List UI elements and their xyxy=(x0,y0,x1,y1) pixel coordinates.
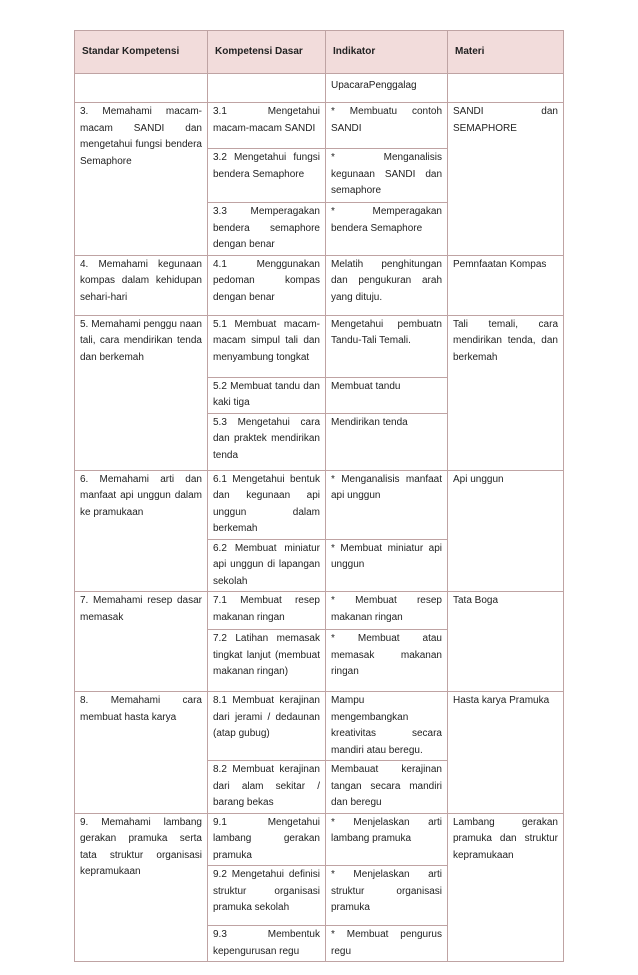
cell-sk: 3. Memahami macam-macam SANDI dan mengetahui fungsi bendera Semaphore xyxy=(75,103,208,256)
cell-kd: 3.1 Mengetahui macam-macam SANDI xyxy=(208,103,326,149)
cell-indikator: * Memperagakan bendera Semaphore xyxy=(326,203,448,256)
cell-materi: Hasta karya Pramuka xyxy=(448,692,564,814)
table-row xyxy=(75,813,564,866)
cell-sk: 6. Memahami arti dan manfaat api unggun dalam ke pramukaan xyxy=(75,470,208,592)
cell-kd: 6.1 Mengetahui bentuk dan kegunaan api unggun dalam berkemah xyxy=(208,470,326,539)
cell-indikator: * Menjelaskan arti struktur organisasi pramuka xyxy=(326,866,448,926)
cell-kd: 9.3 Membentuk kepengurusan regu xyxy=(208,926,326,962)
cell-materi xyxy=(448,74,564,103)
cell-indikator: * Menjelaskan arti lambang pramuka xyxy=(326,813,448,866)
cell-materi: Lambang gerakan pramuka dan struktur kepramukaan xyxy=(448,813,564,962)
cell-indikator: * Membuat resep makanan ringan xyxy=(326,592,448,630)
cell-kd: 9.2 Mengetahui definisi struktur organisasi pramuka sekolah xyxy=(208,866,326,926)
cell-kd: 7.2 Latihan memasak tingkat lanjut (membuat makanan ringan) xyxy=(208,630,326,692)
table-row xyxy=(75,592,564,630)
table-row xyxy=(75,74,564,103)
cell-indikator: * Membuat miniatur api unggun xyxy=(326,539,448,592)
header-kompetensi-dasar: Kompetensi Dasar xyxy=(208,31,326,74)
cell-indikator: * Membuat pengurus regu xyxy=(326,926,448,962)
table-row xyxy=(75,315,564,377)
cell-indikator: Membuat tandu xyxy=(326,377,448,413)
cell-indikator: * Membuat atau memasak makanan ringan xyxy=(326,630,448,692)
cell-kd: 5.2 Membuat tandu dan kaki tiga xyxy=(208,377,326,413)
cell-indikator: Mendirikan tenda xyxy=(326,413,448,470)
cell-indikator: Mampu mengembangkan kreativitas secara mandiri atau beregu. xyxy=(326,692,448,761)
cell-materi: Tali temali, cara mendirikan tenda, dan berkemah xyxy=(448,315,564,470)
cell-kd: 8.2 Membuat kerajinan dari alam sekitar / barang bekas xyxy=(208,761,326,814)
cell-sk: 4. Memahami kegunaan kompas dalam kehidupan sehari-hari xyxy=(75,255,208,315)
cell-kd: 5.3 Mengetahui cara dan praktek mendirikan tenda xyxy=(208,413,326,470)
cell-sk: 5. Memahami penggu naan tali, cara mendirikan tenda dan berkemah xyxy=(75,315,208,470)
table-header-row xyxy=(75,31,564,74)
cell-sk: 8. Memahami cara membuat hasta karya xyxy=(75,692,208,814)
cell-indikator: * Membuatu contoh SANDI xyxy=(326,103,448,149)
cell-kd: 9.1 Mengetahui lambang gerakan pramuka xyxy=(208,813,326,866)
cell-indikator: UpacaraPenggalag xyxy=(326,74,448,103)
cell-kd: 3.3 Memperagakan bendera semaphore dengan benar xyxy=(208,203,326,256)
competency-table xyxy=(74,30,564,962)
cell-sk xyxy=(75,74,208,103)
table-row xyxy=(75,692,564,761)
cell-indikator: * Menganalisis kegunaan SANDI dan semaphore xyxy=(326,149,448,203)
cell-sk: 7. Memahami resep dasar memasak xyxy=(75,592,208,692)
table-row xyxy=(75,470,564,539)
table-row xyxy=(75,103,564,149)
cell-indikator: Melatih penghitungan dan pengukuran arah yang dituju. xyxy=(326,255,448,315)
cell-kd: 7.1 Membuat resep makanan ringan xyxy=(208,592,326,630)
cell-materi: Pemnfaatan Kompas xyxy=(448,255,564,315)
cell-kd: 3.2 Mengetahui fungsi bendera Semaphore xyxy=(208,149,326,203)
cell-kd: 8.1 Membuat kerajinan dari jerami / dedaunan (atap gubug) xyxy=(208,692,326,761)
cell-indikator: Membauat kerajinan tangan secara mandiri dan beregu xyxy=(326,761,448,814)
header-indikator: Indikator xyxy=(326,31,448,74)
cell-indikator: * Menganalisis manfaat api unggun xyxy=(326,470,448,539)
cell-materi: SANDI dan SEMAPHORE xyxy=(448,103,564,256)
cell-kd: 6.2 Membuat miniatur api unggun di lapangan sekolah xyxy=(208,539,326,592)
cell-materi: Api unggun xyxy=(448,470,564,592)
cell-indikator: Mengetahui pembuatn Tandu-Tali Temali. xyxy=(326,315,448,377)
cell-kd: 4.1 Menggunakan pedoman kompas dengan benar xyxy=(208,255,326,315)
header-standar-kompetensi: Standar Kompetensi xyxy=(75,31,208,74)
cell-sk: 9. Memahami lambang gerakan pramuka serta tata struktur organisasi kepramukaan xyxy=(75,813,208,962)
cell-materi: Tata Boga xyxy=(448,592,564,692)
cell-kd xyxy=(208,74,326,103)
table-row xyxy=(75,255,564,315)
header-materi: Materi xyxy=(448,31,564,74)
cell-kd: 5.1 Membuat macam-macam simpul tali dan menyambung tongkat xyxy=(208,315,326,377)
